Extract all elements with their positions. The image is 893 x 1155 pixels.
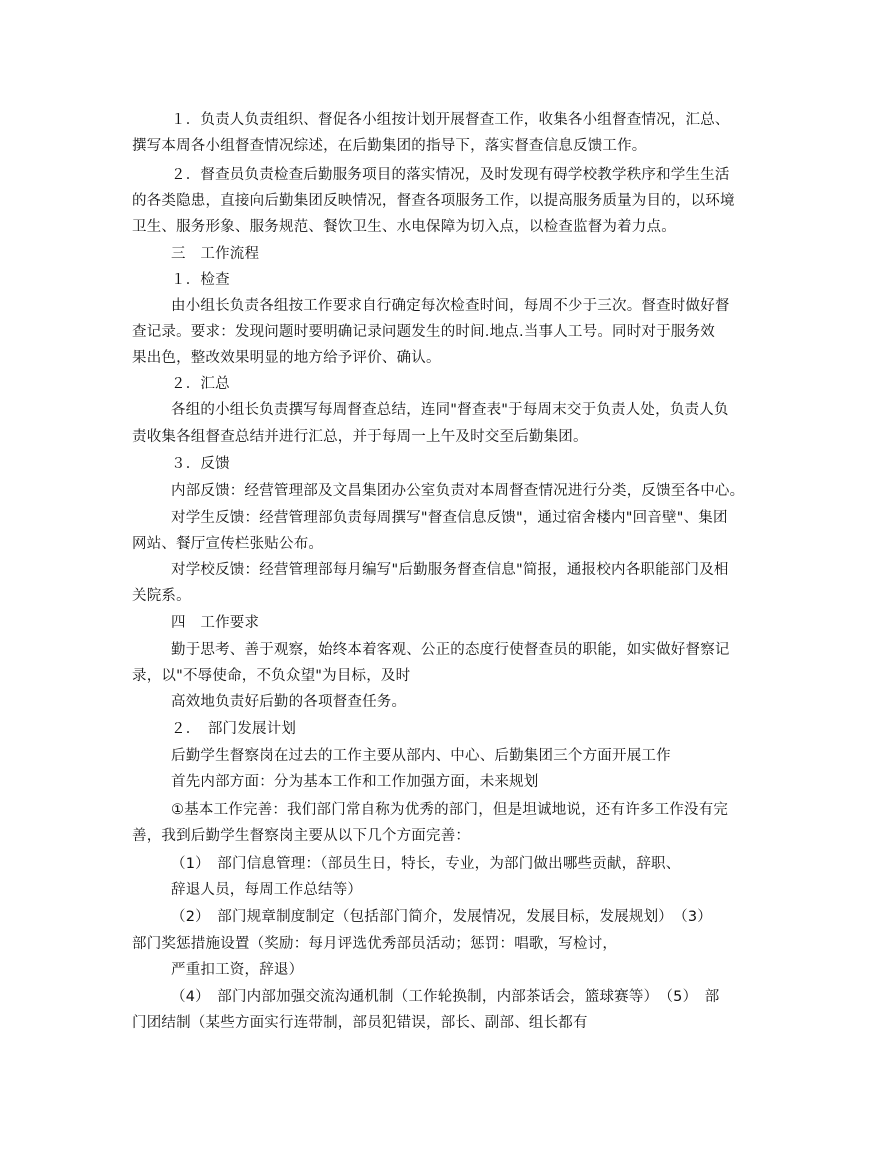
text-line: 善，我到后勤学生督察岗主要从以下几个方面完善： <box>132 828 471 844</box>
text-line: （2） 部门规章制度制定（包括部门简介，发展情况，发展目标，发展规划） （3） <box>171 909 712 925</box>
text-line: （1） 部门信息管理：（部员生日，特长，专业，为部门做出哪些贡献，辞职、 <box>171 856 681 872</box>
text-line: 各组的小组长负责撰写每周督查总结，连同"督查表"于每周末交于负责人处，负责人负 <box>171 402 729 418</box>
text-line: 勤于思考、善于观察，始终本着客观、公正的态度行使督查员的职能，如实做好督察记 <box>171 642 730 658</box>
text-line: ①基本工作完善：我们部门常自称为优秀的部门，但是坦诚地说，还有许多工作没有完 <box>171 802 729 818</box>
text-line: 网站、餐厅宣传栏张贴公布。 <box>132 536 324 552</box>
text-line: 查记录。要求：发现问题时要明确记录问题发生的时间.地点.当事人工号。同时对于服务效 <box>132 324 715 340</box>
text-line: 高效地负责好后勤的各项督查任务。 <box>171 694 407 710</box>
text-line: 录，以"不辱使命，不负众望"为目标，及时 <box>132 668 411 684</box>
text-line: 的各类隐患，直接向后勤集团反映情况，督查各项服务工作，以提高服务质量为目的，以环境 <box>132 193 735 209</box>
text-line: 由小组长负责各组按工作要求自行确定每次检查时间，每周不少于三次。督查时做好督 <box>171 298 730 314</box>
text-line: １．负责人负责组织、督促各小组按计划开展督查工作，收集各小组督查情况，汇总、 <box>171 112 730 128</box>
text-line: 辞退人员，每周工作总结等） <box>171 882 363 898</box>
text-line: 门团结制（某些方面实行连带制，部员犯错误，部长、副部、组长都有 <box>132 1015 588 1031</box>
text-line: （4） 部门内部加强交流沟通机制（工作轮换制，内部茶话会，篮球赛等） （5） 部 <box>171 989 720 1005</box>
text-line: 部门奖惩措施设置（奖励：每月评选优秀部员活动；惩罚：唱歌，写检讨， <box>132 936 618 952</box>
text-line: 关院系。 <box>132 588 191 604</box>
text-line: 内部反馈：经营管理部及文昌集团办公室负责对本周督查情况进行分类，反馈至各中心。 <box>171 483 745 499</box>
subsection-heading: ２． 部门发展计划 <box>171 721 297 737</box>
text-line: 首先内部方面：分为基本工作和工作加强方面，未来规划 <box>171 774 539 790</box>
text-line: 后勤学生督察岗在过去的工作主要从部内、中心、后勤集团三个方面开展工作 <box>171 748 671 764</box>
text-line: 严重扣工资，辞退） <box>171 962 304 978</box>
section-heading: 四 工作要求 <box>171 615 260 631</box>
text-line: 果出色，整改效果明显的地方给予评价、确认。 <box>132 350 441 366</box>
text-line: 对学生反馈：经营管理部负责每周撰写"督查信息反馈"，通过宿舍楼内"回音壁"、集团 <box>171 510 728 526</box>
text-line: 撰写本周各小组督查情况综述，在后勤集团的指导下，落实督查信息反馈工作。 <box>132 138 647 154</box>
text-line: 对学校反馈：经营管理部每月编写"后勤服务督查信息"简报，通报校内各职能部门及相 <box>171 562 729 578</box>
section-heading: 三 工作流程 <box>171 246 260 262</box>
subsection-heading: ２．汇总 <box>171 376 230 392</box>
subsection-heading: １．检查 <box>171 272 230 288</box>
text-line: ２．督查员负责检查后勤服务项目的落实情况，及时发现有碍学校教学秩序和学生生活 <box>171 167 730 183</box>
text-line: 卫生、服务形象、服务规范、餐饮卫生、水电保障为切入点，以检查监督为着力点。 <box>132 219 676 235</box>
text-line: 责收集各组督查总结并进行汇总，并于每周一上午及时交至后勤集团。 <box>132 429 588 445</box>
subsection-heading: ３．反馈 <box>171 456 230 472</box>
